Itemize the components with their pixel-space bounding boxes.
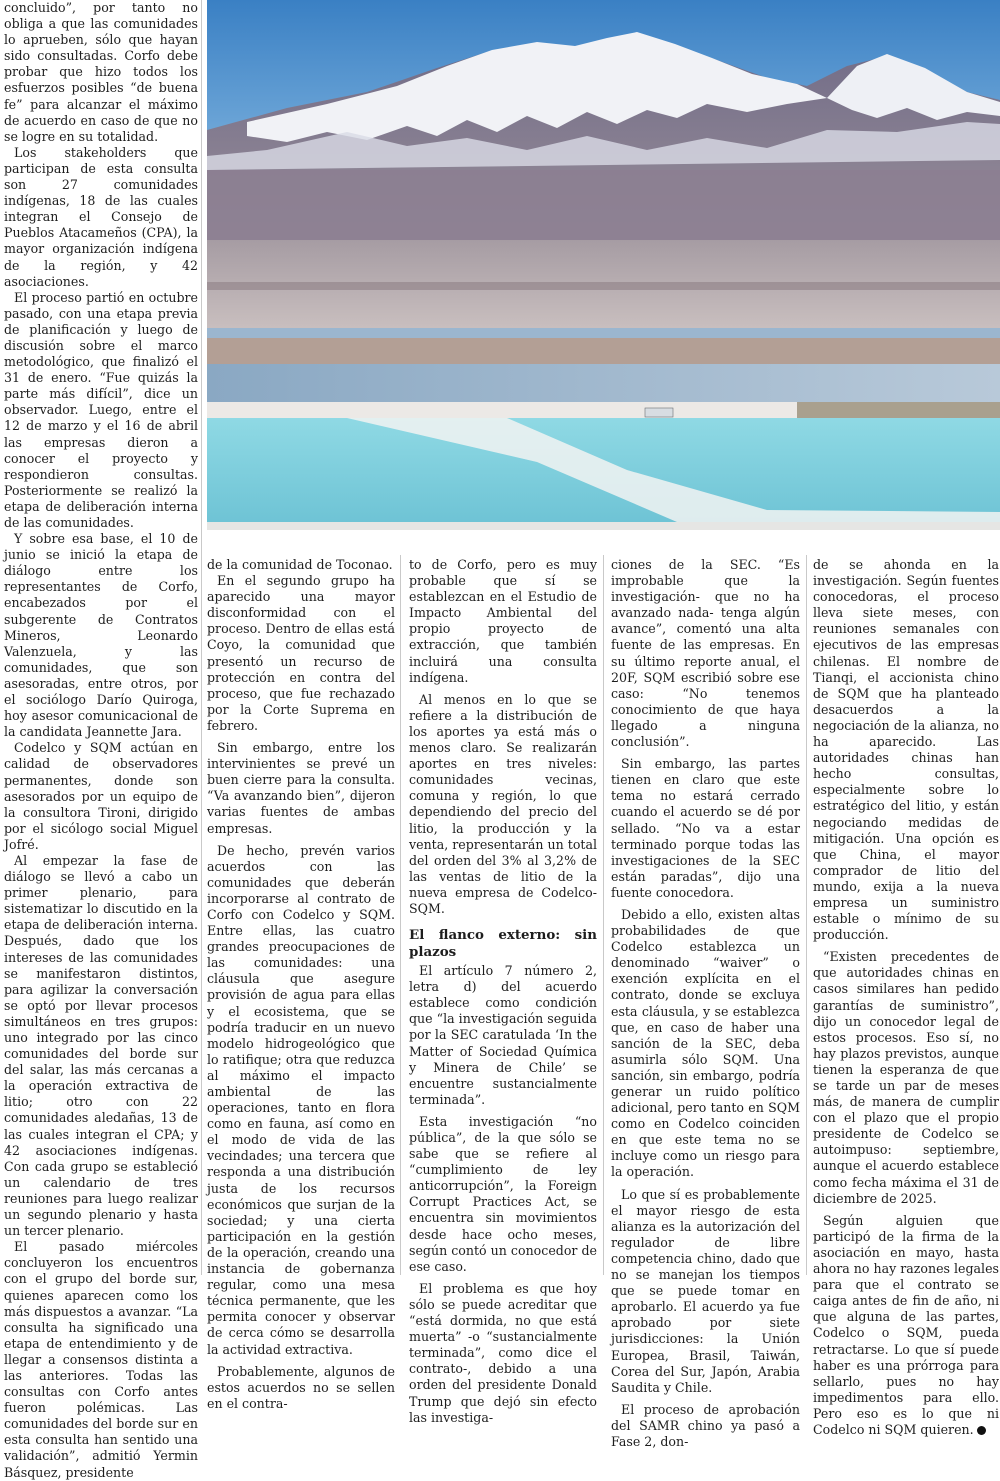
paragraph: En el segundo grupo ha aparecido una mayor disconformidad con el proceso. Dentro de ellas está Coyo, la comunidad que presentó un recurso de protección en contra del proceso, que fue rechazado por la Corte Suprema en febrero. xyxy=(207,573,395,733)
paragraph: El proceso de aprobación del SAMR chino ya pasó a Fase 2, don- xyxy=(611,1401,800,1449)
paragraph: Sin embargo, entre los intervinientes se prevé un buen cierre para la consulta. “Va avanzando bien”, dijeron varias fuentes de ambas empresas. xyxy=(207,740,395,836)
paragraph: Codelco y SQM actúan en calidad de observadores permanentes, donde son asesorados por un equipo de la consultora Tironi, dirigido por el sicólogo social Miguel Jofré. xyxy=(4,740,198,852)
paragraph: Los stakeholders que participan de esta consulta son 27 comunidades indígenas, 18 de las cuales integran el Consejo de Pueblos Atacameños (CPA), la mayor organización indígena de la región, y 42 asociaciones. xyxy=(4,144,198,289)
end-of-article-icon xyxy=(977,1426,986,1435)
column-divider xyxy=(400,555,401,1275)
column-1 xyxy=(4,0,198,1480)
column-5 xyxy=(813,557,999,1437)
paragraph: Al menos en lo que se refiere a la distribución de los aportes ya está más o menos claro. Se realizarán aportes en tres niveles: comunidades vecinas, comuna y región, lo que dependiendo del precio del litio, la producción y la venta, representarán un total del orden del 3% al 3,2% de las ventas de litio de la nueva empresa de Codelco-SQM. xyxy=(409,691,597,916)
paragraph: Debido a ello, existen altas probabilidades de que Codelco establezca un denominado “waiver” o exención explícita en el contrato, donde se excluya esta cláusula, y se establezca que, en caso de haber una sanción de la SEC, deba asumirla sólo SQM. Una sanción, sin embargo, podría generar un ruido político adicional, pero tanto en SQM como en Codelco coinciden en que este tema no se incluye como un riesgo para la operación. xyxy=(611,906,800,1180)
paragraph: ciones de la SEC. “Es improbable que la investigación- que no ha avanzado nada- tenga algún avance”, comentó una alta fuente de las empresas. En su último reporte anual, el 20F, SQM escribió sobre ese caso: “No tenemos conocimiento de que haya llegado a ninguna conclusión”. xyxy=(611,557,800,750)
facility xyxy=(645,408,673,417)
paragraph xyxy=(813,1213,999,1438)
paragraph: Y sobre esa base, el 10 de junio se inició la etapa de diálogo entre los representantes de Corfo, encabezados por el subgerente de Contratos Mineros, Leonardo Valenzuela, y las comunidades, que son asesoradas, entre otros, por el sociólogo Darío Quiroga, hoy asesor comunicacional de la candidata Jeannette Jara. xyxy=(4,531,198,740)
paragraph: Esta investigación “no pública”, de la que sólo se sabe que se refiere al “cumplimiento de ley anticorrupción”, la Foreign Corrupt Practices Act, se encuentra sin movimientos desde hace ocho meses, según contó un conocedor de ese caso. xyxy=(409,1113,597,1274)
column-divider xyxy=(603,555,604,1275)
column-4 xyxy=(611,557,800,1449)
paragraph: El pasado miércoles concluyeron los encuentros con el grupo del borde sur, quienes aparecen como los más dispuestos a avanzar. “La consulta ha significado una etapa de entendimiento y de llegar a consensos distinta a las anteriores. Todas las consultas con Corfo antes fueron polémicas. Las comunidades del borde sur en esta consulta han sentido una validación”, admitió Yermin Básquez, presidente xyxy=(4,1239,198,1480)
column-2 xyxy=(207,557,395,1411)
paragraph: Sin embargo, las partes tienen en claro que este tema no estará cerrado cuando el acuerdo se dé por sellado. “No va a estar terminado porque todas las investigaciones de la SEC están paradas”, dijo una fuente conocedora. xyxy=(611,756,800,900)
evaporation-pond xyxy=(207,364,1000,402)
dark-strip xyxy=(207,282,1000,290)
paragraph-text: Según alguien que participó de la firma de la asociación en mayo, hasta ahora no hay razones legales para que el contrato se caiga antes de fin de año, ni que alguna de las partes, Codelco o SQM, pueda retractarse. Lo que sí puede haber es una prórroga para sellarlo, pues no hay impedimentos para ello. Pero eso es lo que ni Codelco ni SQM quieren. xyxy=(813,1212,999,1437)
paragraph: Al empezar la fase de diálogo se llevó a cabo un primer plenario, para sistematizar lo discutido en la etapa de deliberación interna. Después, dado que los intereses de las comunidades se manifestaron distintos, para agilizar la conversación se optó por llevar procesos simultáneos en tres grupos: uno integrado por las cinco comunidades del borde sur del salar, las más cercanas a la operación extractiva de litio; otro con 22 comunidades aledañas, 13 de las cuales integran el CPA; y 42 asociaciones indígenas. Con cada grupo se estableció un calendario de tres reuniones para luego realizar un segundo plenario y hasta un tercer plenario. xyxy=(4,852,198,1239)
pond-edge xyxy=(207,338,1000,364)
pond-thin xyxy=(207,328,1000,338)
paragraph: Lo que sí es probablemente el mayor riesgo de esta alianza es la autorización del regulador de libre competencia chino, dado que no se manejan los tiempos que se puede tomar en aprobarlo. El acuerdo ya fue aprobado por siete jurisdicciones: la Unión Europea, Brasil, Taiwán, Corea del Sur, Japón, Arabia Saudita y Chile. xyxy=(611,1186,800,1395)
paragraph: De hecho, prevén varios acuerdos con las comunidades que deberán incorporarse al contrato de Corfo con Codelco y SQM. Entre ellas, las cuatro grandes preocupaciones de las comunidades: una cláusula que asegure provisión de agua para ellas y el ecosistema, que se podría traducir en un nuevo modelo hidrogeológico que lo ratifique; otra que reduzca al máximo el impacto ambiental de las operaciones, tanto en flora como en fauna, así como en el modo de vida de las vecindades; una tercera que responda a una distribución justa de los recursos económicos que surjan de la sociedad; y una cierta participación en la gestión de la operación, creando una instancia de gobernanza regular, como una mesa técnica permanente, que les permita conocer y observar de cerca cómo se desarrolla la actividad extractiva. xyxy=(207,842,395,1357)
paragraph: concluido”, por tanto no obliga a que las comunidades lo aprueben, sólo que hayan sido consultadas. Corfo debe probar que hizo todos los esfuerzos posibles “de buena fe” para alcanzar el máximo de acuerdo en caso de que no se logre en su totalidad. xyxy=(4,0,198,144)
column-3 xyxy=(409,557,597,1425)
paragraph: “Existen precedentes de que autoridades chinas en casos similares han pedido garantías de suministro”, dijo un conocedor legal de estos procesos. Eso sí, no hay plazos previstos, aunque tienen la esperanza de que se tarde un par de meses más, de manera de cumplir con el plazo que el propio presidente de Codelco se autoimpuso: septiembre, aunque el acuerdo establece como fecha máxima el 31 de diciembre de 2025. xyxy=(813,949,999,1206)
salar-photo xyxy=(207,0,1000,530)
column-divider xyxy=(806,555,807,1275)
paragraph: El problema es que hoy sólo se puede acreditar que “está dormida, no que está muerta” -o “sustancialmente terminada”, como dice el contrato-, debido a una orden del presidente Donald Trump que dejó sin efecto las investiga- xyxy=(409,1280,597,1425)
foothills xyxy=(207,170,1000,240)
column-divider xyxy=(201,0,202,1275)
paragraph: El proceso partió en octubre pasado, con una etapa previa de planificación y luego de discusión sobre el marco metodológico, que finalizó el 31 de enero. “Fue quizás la parte más difícil”, dice un observador. Luego, entre el 12 de marzo y el 16 de abril las empresas dieron a conocer el proyecto y respondieron consultas. Posteriormente se realizó la etapa de deliberación interna de las comunidades. xyxy=(4,289,198,530)
dirt-berm xyxy=(797,402,1000,420)
paragraph: El artículo 7 número 2, letra d) del acuerdo establece como condición que “la investigación seguida por la SEC caratulada ‘In the Matter of Sociedad Química y Minera de Chile’ se encuentre sustancialmente terminada”. xyxy=(409,963,597,1107)
paragraph: de se ahonda en la investigación. Según fuentes conocedoras, el proceso lleva siete meses, con reuniones semanales con ejecutivos de las empresas chilenas. El nombre de Tianqi, el accionista chino de SQM que ha planteado desacuerdos a la negociación de la alianza, no ha aparecido. Las autoridades chinas han hecho consultas, especialmente sobre lo estratégico del litio, y están negociando medidas de mitigación. Una opción es que China, el mayor comprador de litio del mundo, exija a la nueva empresa un suministro estable o mínimo de su producción. xyxy=(813,557,999,943)
section-heading: El flanco externo: sin plazos xyxy=(409,927,597,961)
paragraph: to de Corfo, pero es muy probable que sí se establezcan en el Estudio de Impacto Ambiental del propio proyecto de extracción, que también incluirá una consulta indígena. xyxy=(409,557,597,685)
photo-caption-bar xyxy=(207,522,1000,530)
paragraph: de la comunidad de Toconao. xyxy=(207,557,393,572)
paragraph: Probablemente, algunos de estos acuerdos no se sellen en el contra- xyxy=(207,1363,395,1411)
